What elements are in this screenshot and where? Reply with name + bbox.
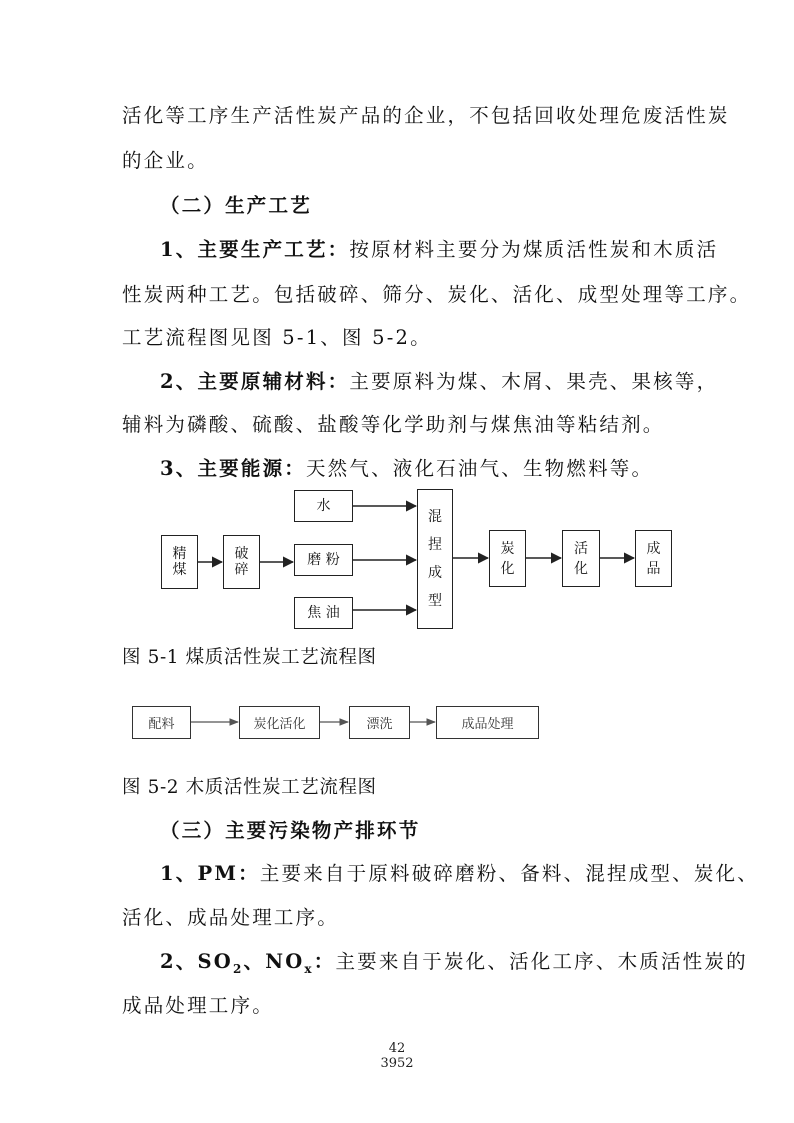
paragraph-label: 1、PM： — [160, 862, 260, 885]
node-posui: 破 碎 — [223, 535, 260, 589]
node-huohua: 活 化 — [562, 530, 600, 587]
node-tanhua: 炭 化 — [489, 530, 526, 587]
paragraph-line: 成品处理工序。 — [122, 994, 274, 1017]
paragraph-text: 按原材料主要分为煤质活性炭和木质活 — [349, 238, 719, 261]
paragraph-text: 天然气、液化石油气、生物燃料等。 — [305, 457, 654, 480]
document-number: 3952 — [380, 1056, 414, 1071]
paragraph-label: 2、$SO_2$、$NO_x$： — [160, 950, 336, 976]
paragraph-line: 工艺流程图见图 5-1、图 5-2。 — [122, 326, 432, 349]
paragraph-line: 性炭两种工艺。包括破碎、筛分、炭化、活化、成型处理等工序。 — [122, 283, 752, 306]
paragraph-line: 活化、成品处理工序。 — [122, 906, 340, 929]
node-chengpin: 成 品 — [635, 530, 672, 587]
paragraph-text: 主要来自于炭化、活化工序、木质活性炭的 — [335, 950, 748, 973]
figure-caption: 图 5-2 木质活性炭工艺流程图 — [122, 777, 377, 798]
paragraph-line: 活化等工序生产活性炭产品的企业，不包括回收处理危废活性炭 — [122, 104, 730, 127]
paragraph-label: 3、主要能源： — [160, 457, 306, 480]
paragraph-label: 1、主要生产工艺： — [160, 238, 350, 261]
node-peiliao: 配料 — [132, 706, 191, 739]
paragraph-line: 辅料为磷酸、硫酸、盐酸等化学助剂与煤焦油等粘结剂。 — [122, 413, 665, 436]
node-hunnie-chengxing: 混 捏 成 型 — [417, 489, 453, 629]
node-jingmei: 精 煤 — [161, 535, 198, 589]
paragraph-line: 的企业。 — [122, 149, 209, 172]
figure-caption: 图 5-1 煤质活性炭工艺流程图 — [122, 647, 377, 668]
paragraph-label: 2、主要原辅材料： — [160, 370, 350, 393]
paragraph-text: 主要原料为煤、木屑、果壳、果核等， — [349, 370, 719, 393]
node-piaoxi: 漂洗 — [349, 706, 410, 739]
section-heading: （三）主要污染物产排环节 — [160, 819, 421, 842]
node-tanhua-huohua: 炭化活化 — [239, 706, 320, 739]
node-mofen: 磨 粉 — [294, 544, 353, 576]
node-shui: 水 — [294, 490, 353, 522]
paragraph-line — [160, 861, 759, 887]
node-jiaoyou: 焦 油 — [294, 597, 353, 629]
paragraph-line — [160, 949, 748, 975]
node-chengpin-chuli: 成品处理 — [436, 706, 539, 739]
page-number: 42 — [388, 1041, 406, 1056]
paragraph-text: 主要来自于原料破碎磨粉、备料、混捏成型、炭化、 — [259, 862, 759, 885]
section-heading: （二）生产工艺 — [160, 194, 312, 217]
